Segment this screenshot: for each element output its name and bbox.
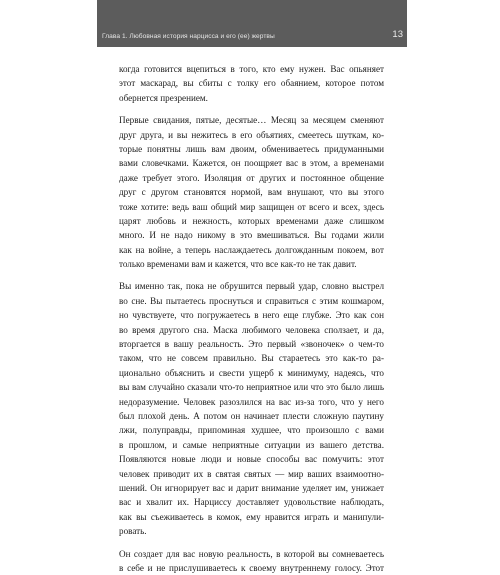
- page-number: 13: [392, 29, 403, 40]
- text-line: как на войне, а теперь наслаждаетесь долгожданным покоем, вот: [119, 243, 384, 257]
- text-line: даже требует этого. Изоляция от других и постоянное общение: [119, 171, 384, 185]
- text-line: как вы съеживаетесь в комок, ему нравится играть и манипули-: [119, 510, 384, 524]
- text-line: в прошлом, и самые неприятные ситуации из вашего детства.: [119, 438, 384, 452]
- paragraph-gap: [119, 105, 384, 113]
- text-line: друг с другом становятся нормой, вам внушают, что вы этого: [119, 185, 384, 199]
- text-line: во время другого сна. Маска любимого человека сползает, и да,: [119, 323, 384, 337]
- text-line: ровать.: [119, 524, 384, 538]
- text-line: вторгается в вашу реальность. Это первый «звоночек» о чем-то: [119, 337, 384, 351]
- text-line: вас и хвалит их. Нарциссу доставляет удовольствие наблюдать,: [119, 495, 384, 509]
- text-line: этот маскарад, вы сбиты с толку его обаянием, которое потом: [119, 76, 384, 90]
- text-line: обернется презрением.: [119, 91, 384, 105]
- text-line: во сне. Вы пытаетесь проснуться и справиться с этим кошмаром,: [119, 294, 384, 308]
- text-line: таком, что не совсем правильно. Вы стараетесь это как-то ра-: [119, 351, 384, 365]
- paragraph-gap: [119, 271, 384, 279]
- text-line: Вы именно так, пока не обрушится первый удар, словно выстрел: [119, 279, 384, 293]
- text-line: в себе и не прислушиваетесь к своему внутреннему голосу. Этот: [119, 561, 384, 575]
- text-line: Первые свидания, пятые, десятые… Месяц за месяцем сменяют: [119, 113, 384, 127]
- chapter-title: Глава 1. Любовная история нарцисса и его (ее) жертвы: [102, 33, 275, 40]
- running-header: [97, 0, 407, 47]
- text-line: человек приводит их в святая святых — мир ваших взаимоотно-: [119, 467, 384, 481]
- text-line: но чувствуете, что погружаетесь в него еще глубже. Это как сон: [119, 308, 384, 322]
- text-line: много. И не надо никому в это вмешиваться. Вы годами жили: [119, 228, 384, 242]
- paragraph: [119, 547, 384, 575]
- text-line: ционально объяснить и свести ущерб к минимуму, надеясь, что: [119, 366, 384, 380]
- paragraph: [119, 279, 384, 538]
- text-line: только временами вам и кажется, что все как-то не так давит.: [119, 257, 384, 271]
- text-line: недоразумение. Человек разозлился на вас из-за того, что у него: [119, 395, 384, 409]
- text-line: вы вам случайно сказали что-то неприятное или что это было лишь: [119, 380, 384, 394]
- text-line: шений. Он игнорирует вас и дарит внимание уделяет им, унижает: [119, 481, 384, 495]
- text-line: был плохой день. А потом он начинает плести сложную паутину: [119, 409, 384, 423]
- text-line: вами словечками. Кажется, он поощряет вас в этом, а временами: [119, 156, 384, 170]
- paragraph: [119, 62, 384, 105]
- text-line: Появляются новые люди и новые способы вас помучить: этот: [119, 452, 384, 466]
- text-line: царят любовь и нежность, которых временами даже слишком: [119, 214, 384, 228]
- text-line: друг друга, и вы нежитесь в его объятиях, смеетесь шуткам, ко-: [119, 128, 384, 142]
- paragraph: [119, 113, 384, 271]
- paragraph-gap: [119, 539, 384, 547]
- text-line: тоже хотите: ведь ваш общий мир защищен от всего и всех, здесь: [119, 200, 384, 214]
- text-line: лжи, полуправды, припоминая худшее, что произошло с вами: [119, 423, 384, 437]
- text-line: торые понятны лишь вам двоим, обмениваетесь придуманными: [119, 142, 384, 156]
- body-text: [119, 62, 384, 575]
- text-line: когда готовится вцепиться в того, кто ему нужен. Вас опьяняет: [119, 62, 384, 76]
- text-line: Он создает для вас новую реальность, в которой вы сомневаетесь: [119, 547, 384, 561]
